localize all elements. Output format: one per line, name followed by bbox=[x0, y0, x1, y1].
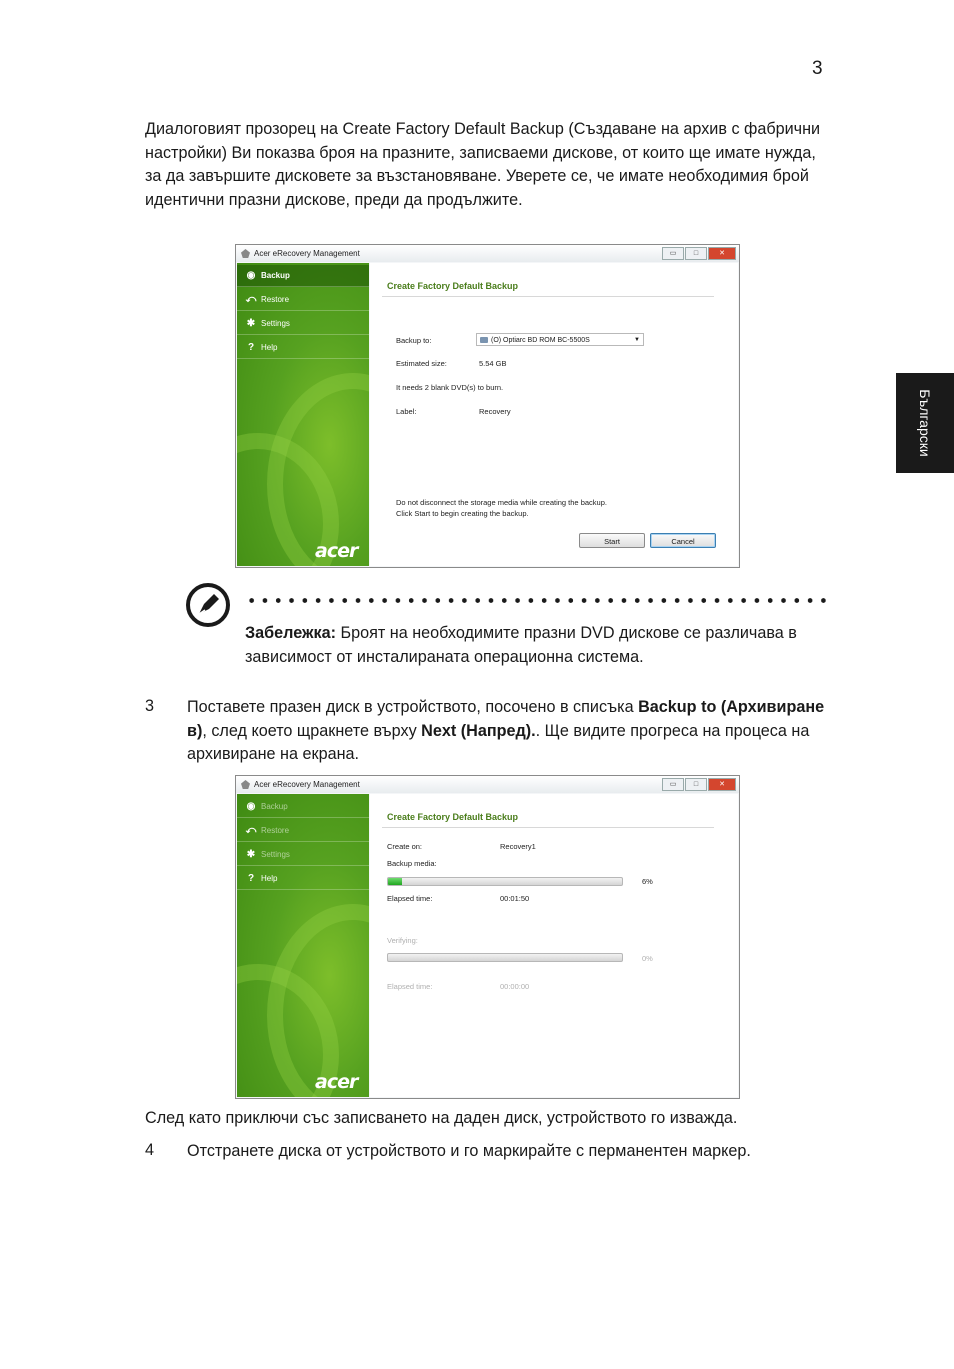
sidebar-item-label: Help bbox=[261, 874, 278, 883]
create-on-value: Recovery1 bbox=[500, 842, 536, 851]
gear-icon: ✱ bbox=[246, 318, 256, 329]
backup-to-select[interactable] bbox=[476, 333, 644, 346]
sidebar-item-restore[interactable] bbox=[237, 820, 369, 842]
drive-icon bbox=[480, 337, 488, 343]
content-panel bbox=[370, 263, 738, 566]
sidebar-item-label: Backup bbox=[261, 271, 290, 280]
sidebar-item-help[interactable] bbox=[237, 337, 369, 359]
verify-progress-percent: 0% bbox=[642, 954, 653, 963]
restore-icon: ⤺ bbox=[245, 825, 257, 836]
backup-media-label: Backup media: bbox=[387, 859, 437, 868]
note-body: Броят на необходимите празни DVD дискове се различава в зависимост от инсталираната операционна система. bbox=[245, 624, 797, 666]
note-pen-icon bbox=[186, 583, 230, 627]
elapsed-time-2-value: 00:00:00 bbox=[500, 982, 530, 991]
elapsed-time-2-label: Elapsed time: bbox=[387, 982, 433, 991]
verifying-label: Verifying: bbox=[387, 936, 418, 945]
sidebar bbox=[237, 794, 369, 1097]
acer-logo: acer bbox=[315, 540, 358, 562]
sidebar-item-backup[interactable] bbox=[237, 796, 369, 818]
label-value: Recovery bbox=[479, 407, 511, 416]
note-label: Забележка: bbox=[245, 624, 336, 642]
sidebar-item-label: Restore bbox=[261, 295, 290, 304]
step-3-number: 3 bbox=[145, 697, 155, 715]
content-panel bbox=[370, 794, 738, 1097]
backup-icon: ◉ bbox=[246, 270, 256, 281]
backup-icon: ◉ bbox=[246, 801, 256, 812]
step-3-backup-to: Backup to (Архивиране в) bbox=[187, 698, 825, 740]
sidebar-item-label: Settings bbox=[261, 319, 290, 328]
create-on-label: Create on: bbox=[387, 842, 423, 851]
elapsed-time-label: Elapsed time: bbox=[387, 894, 433, 903]
maximize-button[interactable]: □ bbox=[685, 247, 707, 260]
sidebar-item-label: Restore bbox=[261, 826, 290, 835]
sidebar-item-help[interactable] bbox=[237, 868, 369, 890]
side-tab-label: Български bbox=[917, 389, 933, 457]
maximize-button[interactable]: □ bbox=[685, 778, 707, 791]
step-3-part-3: . Ще видите прогреса на процеса на архивиране на екрана. bbox=[187, 721, 810, 763]
heading-divider bbox=[382, 827, 714, 828]
chevron-down-icon: ▼ bbox=[634, 337, 640, 343]
window-titlebar bbox=[236, 245, 739, 262]
note-text bbox=[245, 622, 835, 669]
app-icon bbox=[241, 780, 250, 789]
window-titlebar bbox=[236, 776, 739, 793]
elapsed-time-value: 00:01:50 bbox=[500, 894, 530, 903]
language-side-tab bbox=[896, 373, 954, 473]
window-controls bbox=[661, 247, 736, 260]
backup-progress-fill bbox=[388, 878, 402, 885]
warning-line-1: Do not disconnect the storage media while creating the backup. bbox=[396, 498, 607, 507]
sidebar-item-restore[interactable] bbox=[237, 289, 369, 311]
minimize-button[interactable]: ▭ bbox=[662, 247, 684, 260]
step-4-number: 4 bbox=[145, 1141, 155, 1159]
backup-to-value: (O) Optiarc BD ROM BC-5500S bbox=[491, 337, 590, 344]
estimated-size-label: Estimated size: bbox=[396, 359, 447, 368]
step-3-part-1: Поставете празен диск в устройството, посочено в списъка bbox=[187, 698, 639, 716]
note-dotted-rule bbox=[245, 598, 830, 603]
backup-window-screenshot bbox=[235, 244, 740, 568]
app-icon bbox=[241, 249, 250, 258]
progress-window-screenshot bbox=[235, 775, 740, 1099]
sidebar-item-label: Help bbox=[261, 343, 278, 352]
after-paragraph: След като приключи със записването на даден диск, устройството го изважда. bbox=[145, 1109, 738, 1127]
panel-heading: Create Factory Default Backup bbox=[387, 812, 519, 822]
acer-logo: acer bbox=[315, 1071, 358, 1093]
panel-heading: Create Factory Default Backup bbox=[387, 281, 519, 291]
backup-progress-bar bbox=[387, 877, 623, 886]
step-3-next: Next (Напред). bbox=[421, 721, 536, 740]
page-number: 3 bbox=[812, 58, 823, 79]
help-icon: ? bbox=[247, 873, 255, 884]
window-controls bbox=[661, 778, 736, 791]
window-title: Acer eRecovery Management bbox=[254, 780, 360, 789]
sidebar-item-label: Settings bbox=[261, 850, 290, 859]
sidebar-item-label: Backup bbox=[261, 802, 288, 811]
gear-icon: ✱ bbox=[246, 849, 256, 860]
help-icon: ? bbox=[247, 342, 255, 353]
estimated-size-value: 5.54 GB bbox=[479, 359, 507, 368]
sidebar-item-settings[interactable] bbox=[237, 313, 369, 335]
cancel-button[interactable]: Cancel bbox=[650, 533, 716, 548]
sidebar-item-backup[interactable] bbox=[237, 265, 369, 287]
step-4-text: Отстранете диска от устройството и го маркирайте с перманентен маркер. bbox=[187, 1142, 751, 1160]
backup-to-label: Backup to: bbox=[396, 336, 432, 345]
heading-divider bbox=[382, 296, 714, 297]
backup-progress-percent: 6% bbox=[642, 877, 653, 886]
restore-icon: ⤺ bbox=[245, 294, 257, 305]
sidebar-item-settings[interactable] bbox=[237, 844, 369, 866]
close-button[interactable]: ✕ bbox=[708, 778, 736, 791]
verify-progress-bar bbox=[387, 953, 623, 962]
sidebar bbox=[237, 263, 369, 566]
warning-line-2: Click Start to begin creating the backup. bbox=[396, 509, 529, 518]
minimize-button[interactable]: ▭ bbox=[662, 778, 684, 791]
blank-dvd-count: It needs 2 blank DVD(s) to burn. bbox=[396, 383, 504, 392]
intro-paragraph: Диалоговият прозорец на Create Factory Default Backup (Създаване на архив с фабрични настройки) Ви показва броя на празните, записваеми дискове, от които ще имате нужда, за да завършите дисковете за възстановяване. Уверете се, че имате необходимия брой идентични празни дискове, преди да продължите. bbox=[145, 120, 821, 209]
step-3-text bbox=[187, 696, 837, 767]
start-button[interactable]: Start bbox=[579, 533, 645, 548]
window-title: Acer eRecovery Management bbox=[254, 249, 360, 258]
step-3-part-2: , след което щракнете върху bbox=[202, 721, 422, 740]
label-label: Label: bbox=[396, 407, 417, 416]
close-button[interactable]: ✕ bbox=[708, 247, 736, 260]
